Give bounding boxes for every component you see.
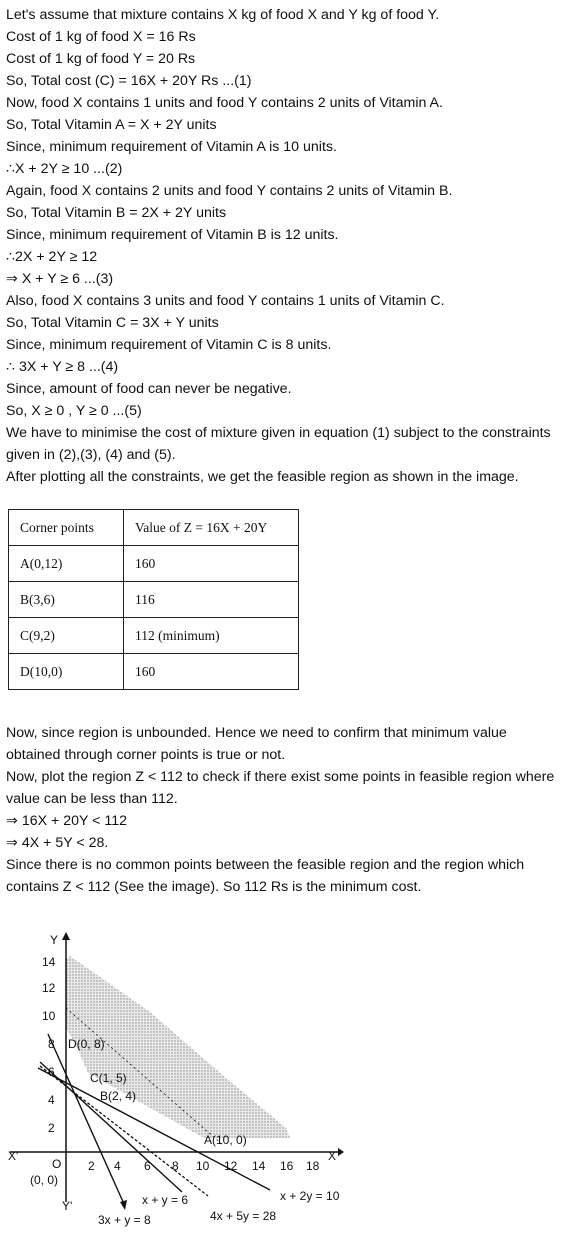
x-tick-label: 14 (252, 1159, 266, 1173)
text-line: ∴ 3X + Y ≥ 8 ...(4) (6, 359, 119, 375)
x-tick-label: 18 (306, 1159, 320, 1173)
y-tick-label: 10 (42, 1009, 56, 1023)
x-tick-label: 6 (144, 1159, 151, 1173)
text-line: So, Total Vitamin A = X + 2Y units (6, 117, 217, 133)
corner-points-table (8, 509, 299, 690)
x-tick-label: 4 (114, 1159, 121, 1173)
x-tick-label: 16 (280, 1159, 294, 1173)
y-tick-label: 14 (42, 955, 56, 969)
table-cell: C(9,2) (9, 618, 124, 654)
text-line: ∴2X + 2Y ≥ 12 (6, 249, 98, 265)
text-line: Now, food X contains 1 units and food Y contains 2 units of Vitamin A. (6, 95, 443, 111)
y-tick-label: 12 (42, 981, 56, 995)
text-line: Now, plot the region Z < 112 to check if there exist some points in feasible region where value can be less than 112. (6, 769, 555, 807)
origin-label: O (52, 1157, 62, 1171)
line-3x-y-8-arrow (120, 1200, 127, 1210)
line-label-4x-5y-28: 4x + 5y = 28 (210, 1209, 277, 1223)
table-header-row (9, 510, 299, 546)
table-header-cell: Corner points (9, 510, 124, 546)
point-label-d: D(0, 8) (68, 1037, 105, 1051)
point-label-c: C(1, 5) (90, 1071, 127, 1085)
x-axis-arrow (338, 1148, 344, 1156)
x-axis-neg-label: X' (8, 1149, 19, 1163)
solution-text-top (6, 4, 562, 488)
text-line: ⇒ X + Y ≥ 6 ...(3) (6, 271, 114, 287)
line-label-3x-y-8: 3x + y = 8 (98, 1213, 151, 1227)
table-cell: 160 (124, 546, 299, 582)
x-axis-label: X (328, 1149, 337, 1163)
y-axis-arrow (62, 932, 70, 940)
line-label-x-y-6: x + y = 6 (142, 1193, 189, 1207)
solution-text-bottom (6, 722, 562, 898)
table-row (9, 582, 299, 618)
text-line: Since there is no common points between the feasible region and the region which contains Z < 112 (See the image). So 112 Rs is the minimum cost. (6, 857, 525, 895)
y-axis-label: Y (50, 933, 59, 947)
text-line: Again, food X contains 2 units and food Y contains 2 units of Vitamin B. (6, 183, 453, 199)
text-line: So, Total Vitamin C = 3X + Y units (6, 315, 219, 331)
text-line: So, X ≥ 0 , Y ≥ 0 ...(5) (6, 403, 142, 419)
y-tick-label: 2 (48, 1121, 55, 1135)
text-line: After plotting all the constraints, we get the feasible region as shown in the image. (6, 469, 519, 485)
text-line: ⇒ 4X + 5Y < 28. (6, 835, 109, 851)
table-cell: 112 (minimum) (124, 618, 299, 654)
point-label-a: A(10, 0) (204, 1133, 247, 1147)
table-row (9, 654, 299, 690)
table-row (9, 618, 299, 654)
table-header-cell: Value of Z = 16X + 20Y (124, 510, 299, 546)
text-line: We have to minimise the cost of mixture given in equation (1) subject to the constraints given in (2),(3), (4) and (5). (6, 425, 551, 463)
text-line: Also, food X contains 3 units and food Y contains 1 units of Vitamin C. (6, 293, 445, 309)
x-tick-label: 10 (196, 1159, 210, 1173)
line-label-x-2y-10: x + 2y = 10 (280, 1189, 340, 1203)
text-line: Let's assume that mixture contains X kg of food X and Y kg of food Y. (6, 7, 440, 23)
text-line: ⇒ 16X + 20Y < 112 (6, 813, 128, 829)
text-line: Since, amount of food can never be negative. (6, 381, 292, 397)
feasible-region-graph (0, 920, 567, 1259)
y-tick-label: 6 (48, 1065, 55, 1079)
y-tick-label: 4 (48, 1093, 55, 1107)
table-cell: A(0,12) (9, 546, 124, 582)
text-line: Since, minimum requirement of Vitamin C is 8 units. (6, 337, 332, 353)
point-label-b: B(2, 4) (100, 1089, 137, 1103)
x-tick-label: 8 (172, 1159, 179, 1173)
y-axis-neg-label: Y' (62, 1199, 73, 1213)
text-line: So, Total cost (C) = 16X + 20Y Rs ...(1) (6, 73, 252, 89)
text-line: ∴X + 2Y ≥ 10 ...(2) (6, 161, 123, 177)
table-cell: 116 (124, 582, 299, 618)
text-line: Cost of 1 kg of food X = 16 Rs (6, 29, 196, 45)
x-tick-label: 2 (88, 1159, 95, 1173)
table-cell: 160 (124, 654, 299, 690)
text-line: So, Total Vitamin B = 2X + 2Y units (6, 205, 227, 221)
text-line: Since, minimum requirement of Vitamin A is 10 units. (6, 139, 337, 155)
text-line: Cost of 1 kg of food Y = 20 Rs (6, 51, 196, 67)
y-tick-label: 8 (48, 1037, 55, 1051)
table-cell: B(3,6) (9, 582, 124, 618)
text-line: Since, minimum requirement of Vitamin B is 12 units. (6, 227, 339, 243)
text-line: Now, since region is unbounded. Hence we need to confirm that minimum value obtained through corner points is true or not. (6, 725, 507, 763)
table-row (9, 546, 299, 582)
origin-coord-label: (0, 0) (30, 1173, 59, 1187)
table-cell: D(10,0) (9, 654, 124, 690)
x-tick-label: 12 (224, 1159, 238, 1173)
